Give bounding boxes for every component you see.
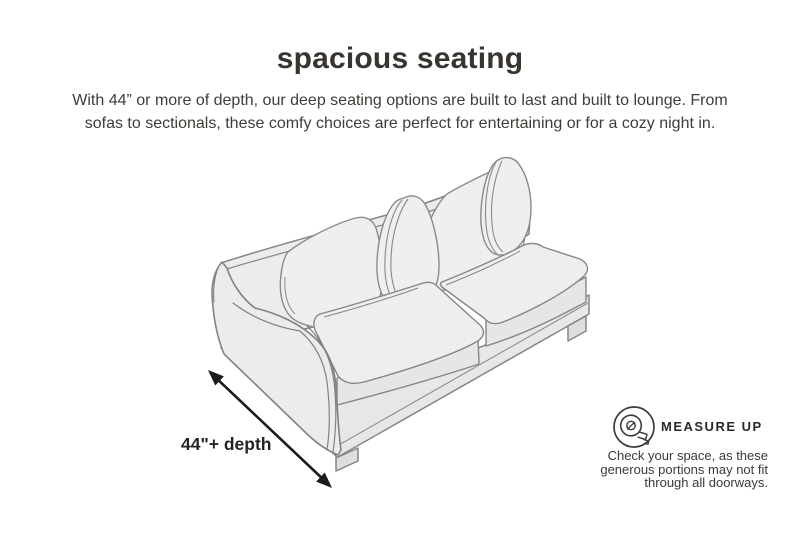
measure-up-heading: MEASURE UP — [661, 419, 763, 434]
description-line-2: sofas to sectionals, these comfy choices are perfect for entertaining or for a cozy night in. — [84, 114, 716, 132]
measure-up-note-line-3: through all doorways. — [644, 475, 768, 491]
tape-measure-icon — [611, 404, 657, 450]
pillow-right-accent — [481, 158, 531, 255]
page-title: spacious seating — [276, 42, 524, 75]
measure-up-note-line-1: Check your space, as these — [607, 448, 768, 463]
measure-up-note-line-2: generous portions may not fit — [600, 461, 768, 477]
measure-up-section — [590, 402, 768, 490]
dimension-label: 44"+ depth — [181, 434, 272, 454]
measure-up-note — [590, 449, 768, 490]
description-line-1: With 44” or more of depth, our deep seating options are built to last and built to lounge. From — [72, 92, 728, 109]
